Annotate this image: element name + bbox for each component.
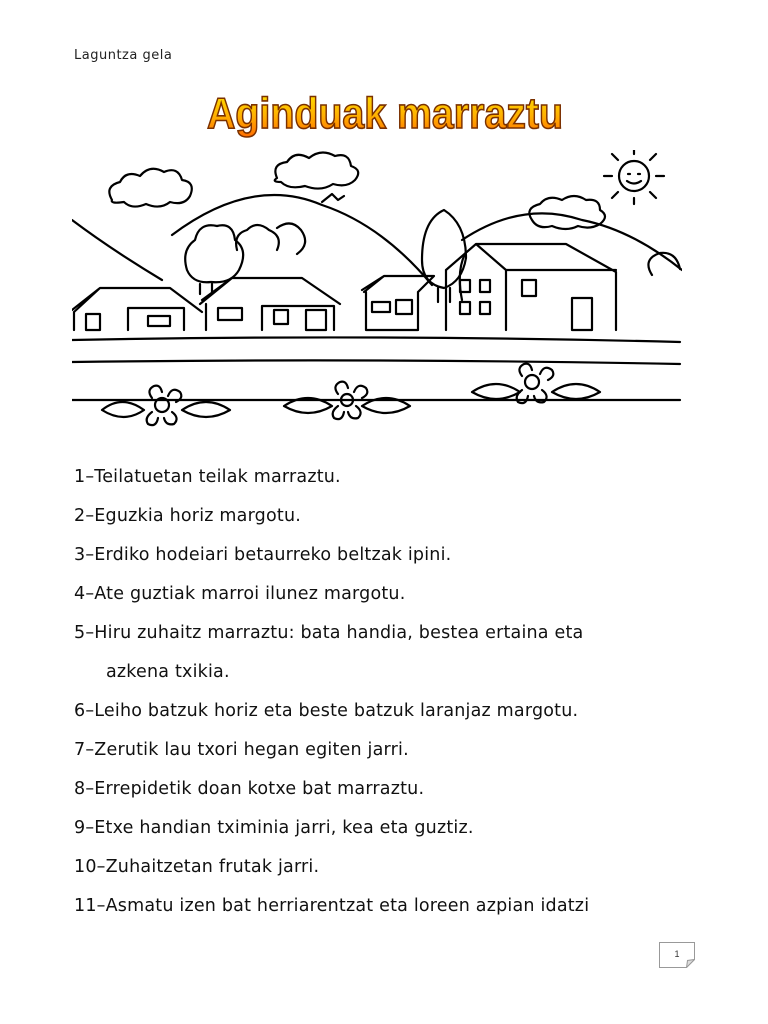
tree-middle <box>236 223 305 254</box>
instruction-item: 5–Hiru zuhaitz marraztu: bata handia, bestea ertaina eta azkena txikia. <box>74 614 734 692</box>
instruction-item: 7–Zerutik lau txori hegan egiten jarri. <box>74 740 409 760</box>
village-scene-illustration <box>72 150 682 445</box>
instruction-item: 11–Asmatu izen bat herriarentzat eta loreen azpian idatzi <box>74 896 590 916</box>
cloud-left <box>109 169 191 207</box>
instruction-item: 4–Ate guztiak marroi ilunez margotu. <box>74 584 406 604</box>
cloud-middle <box>275 152 358 188</box>
instruction-item: 9–Etxe handian tximinia jarri, kea eta guztiz. <box>74 818 474 838</box>
instruction-continuation: azkena txikia. <box>106 662 230 682</box>
sun-icon <box>604 150 664 204</box>
instruction-item: 2–Eguzkia horiz margotu. <box>74 506 302 526</box>
instruction-item: 10–Zuhaitzetan frutak jarri. <box>74 857 320 877</box>
house-4-large <box>446 244 616 330</box>
house-2 <box>200 278 340 330</box>
header-text: Laguntza gela <box>74 48 173 63</box>
tree-left <box>185 225 243 294</box>
flower-right <box>472 364 600 404</box>
house-1 <box>72 288 202 330</box>
house-3 <box>362 276 434 330</box>
instruction-list <box>74 458 734 926</box>
flower-left <box>102 386 230 426</box>
page-number: 1 <box>674 949 680 959</box>
instruction-item: 6–Leiho batzuk horiz eta beste batzuk laranjaz margotu. <box>74 701 579 721</box>
page-title: Aginduak marraztu <box>207 89 563 138</box>
road <box>72 337 680 400</box>
instruction-item: 3–Erdiko hodeiari betaurreko beltzak ipini. <box>74 545 452 565</box>
title-wordart <box>200 84 570 140</box>
page-number-badge <box>659 942 695 968</box>
instruction-item: 1–Teilatuetan teilak marraztu. <box>74 467 341 487</box>
instruction-item: 8–Errepidetik doan kotxe bat marraztu. <box>74 779 425 799</box>
